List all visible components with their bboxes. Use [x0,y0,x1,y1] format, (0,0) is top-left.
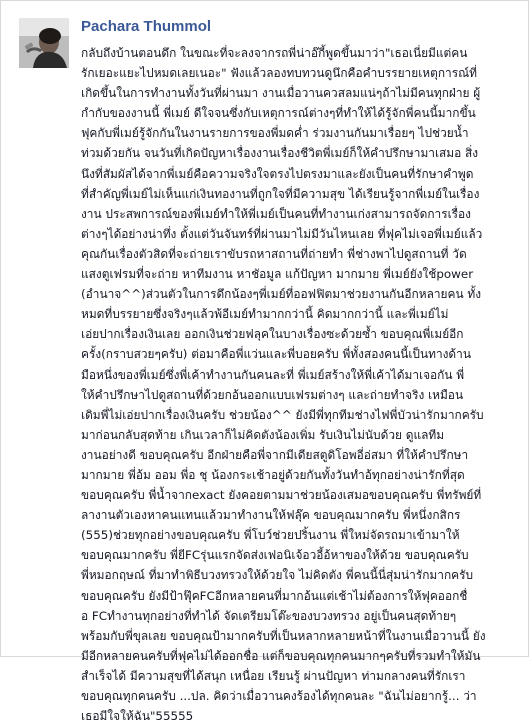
profile-photo-icon [19,18,69,68]
post-text-line: มาก่อนกลับสุดท้าย เกินเวลาก็ไม่คิดตังน้องเพิ่ม รับเงินไม่นับด้วย ดูแลทีม [81,427,445,442]
post-text-line: มีอีกหลายคนครับที่ฟุคไม่ได้ออกชื่อ แต่ก็ขอบคุณทุกคนมากๆครับที่รวมทำให้มัน [81,648,481,663]
post-text-line: มากมาย พี่อ้ม ออม พี่อ ชุ น้องกระเช้าอยู่ด้วยกันทั้งวันทำอ้ทุกอย่างน่ารักที่สุด [81,467,465,482]
post-text-line: หมดที่บรรยายซึ่งจริงๆแล้วพ้อีเมย์ทำมากกว่านี้ คิดมากกว่านี้ และพี่เมย์ไม่ [81,307,449,322]
post-text-line: ท่วมด้วยกัน จนวันที่เกิดปัญหาเรื่องงานเรื่องชีวิตพี่เมย์ก็ให้คำปรึกษามาเสมอ สิ่ง [81,146,479,161]
post-text-line: อ FCทำงานทุกอย่างที่ทำได้ จัดเตรียมโต๊ะของบวงทรวง อยู่เป็นคนสุดท้ายๆ [81,608,457,623]
post-text-line: (อำนาจ^^)ส่วนตัวในการดึกน้องๆพี่เมย์ที่ออฟฟิตมาช่วยงานกันอีกหลายคน ทั้ง [81,287,482,302]
post-text-line: นึงที่สัมผัสได้จากพี่เมย์คือความจริงใจตรงไปตรงมาและยังเป็นคนที่รักษาคำพูด [81,166,474,181]
post-text-line: เธอมีใจให้ฉัน"55555 [81,709,194,724]
post-text-line: งาน ประสพการณ์ของพี่เมย์ทำให้พี่เมย์เป็นคนที่ทำงานเก่งสามารถจัดการเรื่อง [81,206,471,221]
post-text-line: คุณกันเรื่องตัวสิดที่จะถ่ายเราขับรถหาสถานที่ถ่ายทำ พี่ช่างพาไปดูสถานที่ วัด [81,246,467,261]
post-text-line: ครั้ง(กราบสวยๆครับ) ต่อมาคือพี่แว่นและพี่บอยครับ พี่ทั้งสองคนนี้เป็นทางด้าน [81,347,471,362]
post-text-line: แสงตูเฟรมที่จะถ่าย หาทีมงาน หาชัอมูล แก้ปัญหา มากมาย พี่เมย์ยังใช้power [81,267,474,282]
author-name[interactable]: Pachara Thummol [81,18,212,35]
post-text-line: ขอบคุณมากครับ พี่ยีFCรุ่นแรกจัดส่งเฟอนิเจ้อวอี้อ้หาของให้ด้วย ขอบคุณครับ [81,548,469,563]
post-text-line: มือหนึ่งของพี่เมย์ซึ่งพี่เค้าทำงานกันคนละที่ พี่เมย์สร้างให้พี่เค้าได้มาเจอกัน พี่ [81,367,465,382]
post-text-line: งานอย่างดี ขอบคุณครับ อีกฝ่ายคือพี่จากมีเดียสตูดิโอพอี่อ่สมา ที่ให้คำปรึกษา [81,447,469,462]
post-text-line: พี่หมอกฤษณ์ ที่มาทำพิธีบวงทรวงให้ด้วยใจ ไม่คิดตัง พี่คนนี้นี่สุ่มน่ารักมากครับ [81,568,474,583]
post-text-line: ต่างๆได้อย่างน่าทึ่ง ตั้งแต่วันจันทร์ที่ผ่านมาไม่มีวันไหนเลย ที่ฟุคไม่เจอพี่เมย์แล้ว [81,226,483,241]
post-text-line: (555)ช่วยทุกอย่างขอบคุณครับ พี่โบว์ช่วยปริ้นงาน พี่ใหม่จัดรถมาเข้ามาให้ [81,528,460,543]
post-text-line: ฟุคกับพี่เมย์รู้จักกันในงานรายการของพี่มดค่ำ ร่วมงานกันมาเรื่อยๆ ไปช่วยน้ำ [81,126,469,141]
post-text-line: เกิดขึ้นในการทำงานทั้งวันที่ผ่านมา งานเมื่อวานควสลมแน่ๆถ้าไม่มีคนทุกฝ่าย ผู้ [81,86,481,101]
post-text-line: ลางานตัวเองหาคนแทนแล้วมาทำงานให้ฟลุ๊ค ขอบคุณมากครับ พี่หนึ่งกสิกร [81,508,461,523]
post-text-line: กำกับของงานนี้ พี่เมย์ ดีใจจนซึ่งกับเหตุการณ์ต่างๆที่ทำให้ได้รู้จักพี่คนนี้มากขึ้น [81,106,476,121]
post-text-line: เดิมพี่ไม่เอ่ยปากเรื่องเงินครับ ช่วยน้อง^^ ยังมีพี่ทุกทีมช่างไฟพี่บัวน่ารักมากครับ [81,407,484,422]
post-text-line: สำเร็จได้ มีความสุขที่ได้สนุก เหนื่อย เรียนรู้ ผ่านปัญหา ท่ามกลางคนที่รักเรา [81,668,466,683]
post-text-line: ให้คำปรึกษาไปดูสถานที่ด้วยกอ้นออกแบบเฟรมต่างๆ และถ่ายทำจริง เหมือน [81,387,464,402]
post-text [81,43,519,726]
post-text-line: รักเยอะแยะไปหมดเลยเนอะ" ฟังแล้วลองทบทวนดูนึกคือคำบรรยายเหตุการณ์ที่ [81,66,477,81]
profile-avatar[interactable] [19,18,69,68]
post-text-line: ขอบคุณครับ พี่น้ำจากexact ยังคอยตามมาช่วยน้องเสมอขอบคุณครับ พี่ทรัพย์ที่ [81,488,482,503]
post-text-line: ขอบคุณครับ ยังมีป้าฟุ๊คFCอีกหลายคนที่มากอ้นแต่เช้าไม่ต้องการให้ฟุคออกชื่ [81,588,468,603]
post-text-line: กลับถึงบ้านตอนดึก ในขณะที่จะลงจากรถพี่น่าอ๊กี้พูดขึ้นมาว่า"เธอเนี่ยมีแต่คน [81,46,468,60]
post-text-line: ขอบคุณทุกคนครับ ...ปล. คิดว่าเมื่อวานคงร้องได้ทุกคนละ "ฉันไม่อยากรู้... ว่า [81,689,477,703]
post-text-line: เอ่ยปากเรื่องเงินเลย ออกเงินช่วยฟลุคในบางเรื่องซะด้วยซ้ำ ขอบคุณพี่เมย์อีก [81,327,464,342]
post-text-line: พร้อมกับพี่ขุลเลย ขอบคุณป้ามากครับที่เป็นหลากหลายหน้าที่ในงานเมื่อวานนี้ ยัง [81,628,486,643]
post-text-line: ที่สำคัญพี่เมย์ไม่เห็นแก่เงินทองานที่ถูกใจที่มีความสุข ได้เรียนรู้จากพี่เมย์ในเรื่อง [81,186,480,201]
